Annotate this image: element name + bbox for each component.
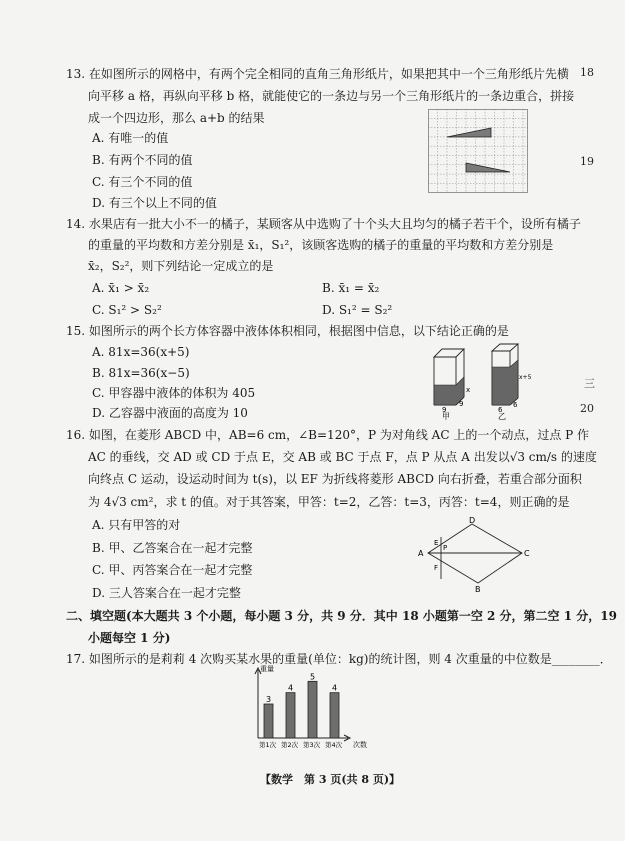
bar-value-label-3: 5 [310, 672, 316, 682]
bar-2 [286, 693, 295, 738]
side-mark-18: 18 [580, 66, 594, 79]
q14-option-a: A. x̄₁ > x̄₂ [92, 281, 150, 295]
bar-3 [308, 681, 317, 738]
yi-name: 乙 [498, 412, 506, 421]
category-label-3: 第3次 [303, 741, 321, 749]
liquid-yi [492, 360, 518, 405]
label-e: E [434, 539, 439, 547]
bar-4 [330, 693, 339, 738]
q14-option-b: B. x̄₁ = x̄₂ [322, 281, 380, 295]
bar-1 [264, 704, 273, 738]
q16-stem-line-4: 为 4√3 cm²，求 t 的值。对于其答案，甲答：t=2，乙答：t=3，丙答：t=4，则正确的是 [88, 495, 570, 509]
y-axis-label: 重量 [260, 665, 274, 673]
bar-value-label-2: 4 [288, 683, 294, 693]
section2-heading-line-2: 小题每空 1 分) [88, 631, 171, 645]
q15-option-b: B. 81x=36(x−5) [92, 366, 190, 380]
label-a: A [418, 549, 424, 558]
q13-stem-line-3: 成一个四边形，那么 a+b 的结果 [88, 111, 265, 125]
page-footer: 【数学 第 3 页(共 8 页)】 [260, 773, 401, 786]
yi-depth-label: 6 [513, 401, 518, 409]
yi-height-label: x+5 [519, 374, 532, 381]
q16-stem-line-2: AC 的垂线，交 AD 或 CD 于点 E，交 AB 或 BC 于点 F，点 P 从点 A 出发以√3 cm/s 的速度 [88, 450, 597, 464]
q15-stem: 15. 如图所示的两个长方体容器中液体体积相同，根据图中信息，以下结论正确的是 [66, 324, 509, 338]
q15-option-d: D. 乙容器中液面的高度为 10 [92, 406, 248, 420]
q15-containers-figure [428, 339, 532, 421]
category-label-4: 第4次 [325, 741, 343, 749]
bar-value-label-4: 4 [332, 683, 338, 693]
q13-option-d: D. 有三个以上不同的值 [92, 196, 217, 210]
label-c: C [524, 549, 530, 558]
triangle-2 [466, 163, 510, 172]
q16-option-d: D. 三人答案合在一起才完整 [92, 586, 241, 600]
q14-option-c: C. S₁² > S₂² [92, 303, 162, 317]
label-p: P [443, 544, 448, 552]
q13-grid-figure [428, 109, 528, 193]
q14-stem-line-2: 的重量的平均数和方差分别是 x̄₁，S₁²，该顾客选购的橘子的重量的平均数和方差分别是 [88, 238, 554, 252]
q16-option-b: B. 甲、乙答案合在一起才完整 [92, 541, 253, 555]
q13-option-c: C. 有三个不同的值 [92, 175, 193, 189]
q16-stem-line-1: 16. 如图，在菱形 ABCD 中，AB=6 cm，∠B=120°，P 为对角线 AC 上的一个动点，过点 P 作 [66, 428, 590, 442]
q13-stem-line-1: 13. 在如图所示的网格中，有两个完全相同的直角三角形纸片，如果把其中一个三角形纸片先横 [66, 67, 569, 81]
jia-width-label: 9 [442, 406, 447, 414]
section2-heading-line-1: 二、填空题(本大题共 3 个小题，每小题 3 分，共 9 分．其中 18 小题第一空 2 分，第二空 1 分，19 [66, 609, 617, 623]
q16-stem-line-3: 向终点 C 运动，设运动时间为 t(s)，以 EF 为折线将菱形 ABCD 向右折叠，若重合部分面积 [88, 472, 582, 486]
q13-option-a: A. 有唯一的值 [92, 131, 169, 145]
q13-option-b: B. 有两个不同的值 [92, 153, 193, 167]
jia-depth-label: 9 [459, 400, 464, 408]
side-mark-san: 三 [584, 377, 595, 390]
category-label-2: 第2次 [281, 741, 299, 749]
q16-option-a: A. 只有甲答的对 [92, 518, 181, 532]
q17-stem: 17. 如图所示的是莉莉 4 次购买某水果的重量(单位：kg)的统计图，则 4 次重量的中位数是________． [66, 652, 612, 666]
q14-stem-line-1: 14. 水果店有一批大小不一的橘子，某顾客从中选购了十个头大且均匀的橘子若干个，设所有橘子 [66, 217, 581, 231]
q14-option-d: D. S₁² = S₂² [322, 303, 393, 317]
label-b: B [475, 585, 481, 594]
triangle-1 [447, 128, 491, 137]
yi-width-label: 6 [498, 406, 503, 414]
q15-option-c: C. 甲容器中液体的体积为 405 [92, 386, 256, 400]
q15-option-a: A. 81x=36(x+5) [92, 345, 190, 359]
jia-height-label: x [466, 386, 471, 394]
label-f: F [434, 564, 439, 572]
side-mark-19: 19 [580, 155, 594, 168]
q16-rhombus-figure [418, 517, 538, 593]
x-axis-label: 次数 [353, 741, 367, 749]
category-label-1: 第1次 [259, 741, 277, 749]
q14-stem-line-3: x̄₂，S₂²，则下列结论一定成立的是 [88, 259, 274, 273]
jia-name: 甲 [442, 412, 450, 421]
q17-bar-chart [248, 664, 388, 748]
side-mark-20: 20 [580, 402, 594, 415]
q16-option-c: C. 甲、丙答案合在一起才完整 [92, 563, 253, 577]
bar-value-label-1: 3 [266, 695, 272, 704]
q13-stem-line-2: 向平移 a 格，再纵向平移 b 格，就能使它的一条边与另一个三角形纸片的一条边重合，拼接 [88, 89, 575, 103]
label-d: D [469, 516, 476, 525]
